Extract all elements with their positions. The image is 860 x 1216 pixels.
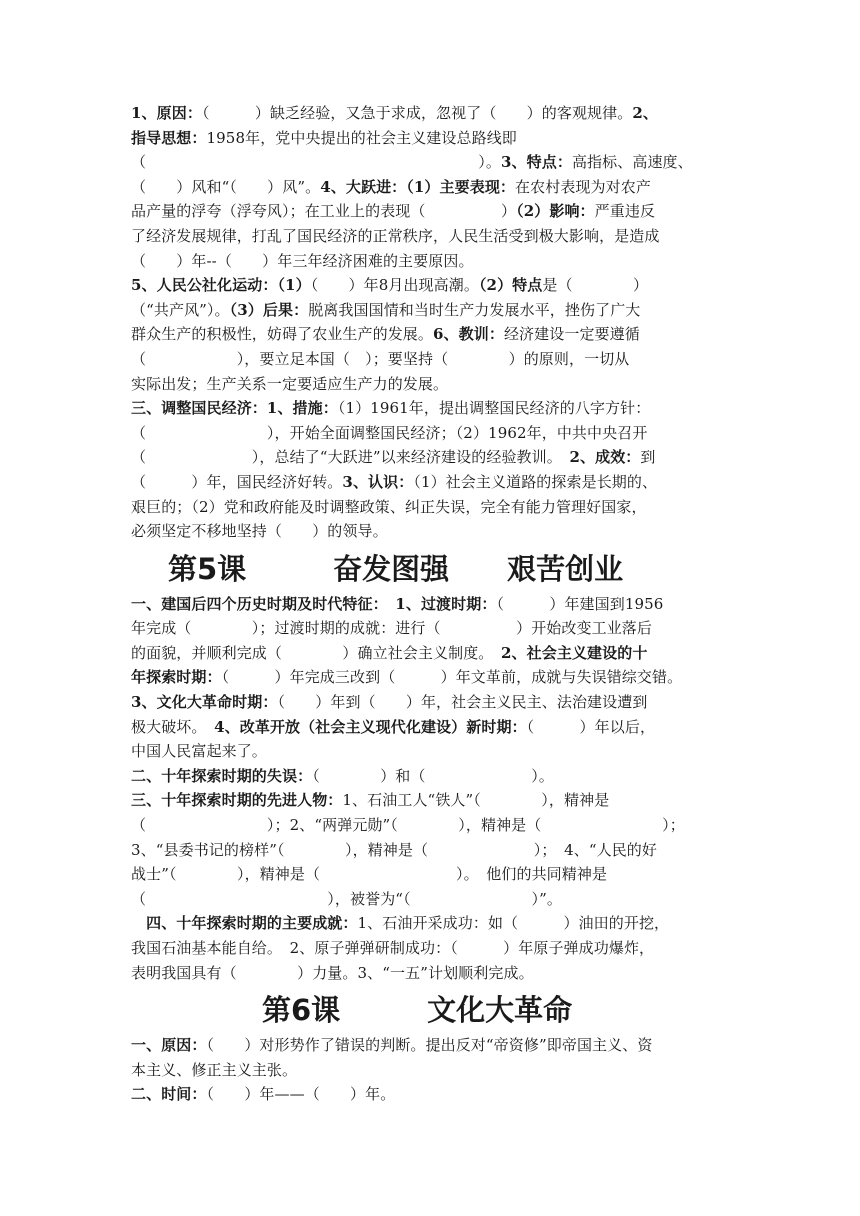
text-line xyxy=(131,887,731,912)
bold-text: 二、时间： xyxy=(131,1085,207,1104)
bold-text: 二、十年探索时期的失误： xyxy=(131,766,313,785)
text-span: （ ）和（ ）。 xyxy=(312,766,554,785)
bold-text: 四、十年探索时期的主要成就： xyxy=(131,914,358,933)
text-span: 年完成（ ）；过渡时期的成就：进行（ ）开始改变工业落后 xyxy=(131,619,653,638)
bold-text: 指导思想： xyxy=(131,128,207,147)
text-line xyxy=(131,298,731,323)
bold-text: 2、成效： xyxy=(569,448,641,467)
text-span: 品产量的浮夸（浮夸风）；在工业上的表现（ ） xyxy=(131,202,517,221)
text-line xyxy=(131,665,731,690)
bold-text: （2）影响： xyxy=(516,202,595,221)
bold-text: 4、大跃进：（1）主要表现： xyxy=(320,177,516,196)
text-line xyxy=(131,739,731,764)
text-line xyxy=(131,911,731,936)
text-line xyxy=(131,641,731,666)
lesson6-heading: 第6课 文化大革命 xyxy=(262,993,573,1028)
text-line xyxy=(131,372,731,397)
text-line xyxy=(131,838,731,863)
text-span: 严重违反 xyxy=(594,202,656,221)
text-line xyxy=(131,592,731,617)
text-span: 经济建设一定要遵循 xyxy=(503,325,640,344)
text-line xyxy=(131,862,731,887)
text-span: （ ）年以后， xyxy=(526,717,656,736)
text-span: 群众生产的积极性，妨碍了农业生产的发展。 xyxy=(131,325,434,344)
text-span: （ ）对形势作了错误的判断。提出反对“帝资修”即帝国主义、资 xyxy=(206,1036,653,1055)
bold-text: 三、十年探索时期的先进人物： xyxy=(131,791,343,810)
lesson4-section xyxy=(131,101,731,544)
bold-text: 5、人民公社化运动：（1） xyxy=(131,276,311,295)
text-line xyxy=(131,690,731,715)
text-span: 1、石油开采成功：如（ ）油田的开挖， xyxy=(357,914,670,933)
text-span: 了经济发展规律，打乱了国民经济的正常秩序，人民生活受到极大影响，是造成 xyxy=(131,226,660,245)
text-line xyxy=(131,788,731,813)
text-line xyxy=(131,322,731,347)
text-line xyxy=(131,813,731,838)
bold-text: （2）特点 xyxy=(478,276,543,295)
text-span: 是（ ） xyxy=(542,276,649,295)
text-span: （1）1961年，提出调整国民经济的八字方针： xyxy=(337,399,651,418)
text-span: （1）社会主义道路的探索是长期的、 xyxy=(413,472,658,491)
text-line xyxy=(131,396,731,421)
bold-text: （3）后果： xyxy=(229,300,309,319)
bold-text: 一、原因： xyxy=(131,1036,207,1055)
text-span: （ ）年完成三改到（ ）年文革前，成就与失误错综交错。 xyxy=(221,668,683,687)
text-span: 3、“县委书记的榜样”（ ），精神是（ ）； 4、“人民的好 xyxy=(131,840,657,859)
bold-text: 一、建国后四个历史时期及时代特征： 1、过渡时期： xyxy=(131,594,497,613)
text-line xyxy=(131,936,731,961)
text-span: 本主义、修正主义主张。 xyxy=(131,1060,298,1079)
text-span: （ ）年，国民经济好转。 xyxy=(131,472,343,491)
text-span: （“共产风”）。 xyxy=(131,300,230,319)
bold-text: 3、认识： xyxy=(342,472,414,491)
text-span: 表明我国具有（ ）力量。3、“一五”计划顺利完成。 xyxy=(131,963,534,982)
text-span: 实际出发；生产关系一定要适应生产力的发展。 xyxy=(131,374,449,393)
text-line xyxy=(131,495,731,520)
text-line xyxy=(131,249,731,274)
text-line xyxy=(131,150,731,175)
text-line xyxy=(131,224,731,249)
text-line xyxy=(131,175,731,200)
text-line xyxy=(131,470,731,495)
bold-text: 3、特点： xyxy=(501,153,572,172)
text-span: （ ）年8月出现高潮。 xyxy=(310,276,479,295)
text-span: 到 xyxy=(640,448,656,467)
text-line xyxy=(131,445,731,470)
text-span: （ ），总结了“大跃进”以来经济建设的经验教训。 xyxy=(131,448,570,467)
bold-text: 2、 xyxy=(632,104,658,122)
text-line xyxy=(131,347,731,372)
text-line xyxy=(131,421,731,446)
text-span: 必须坚定不移地坚持（ ）的领导。 xyxy=(131,522,388,541)
text-span: 高指标、高速度、 xyxy=(571,153,693,172)
bold-text: 6、教训： xyxy=(433,325,504,344)
text-span: 极大破坏。 xyxy=(131,717,215,736)
lesson5-heading: 第5课 奋发图强 艰苦创业 xyxy=(168,551,624,586)
text-line xyxy=(131,616,731,641)
text-line xyxy=(131,273,731,298)
text-line xyxy=(131,126,731,151)
lesson6-section xyxy=(131,1033,731,1107)
text-line xyxy=(131,961,731,986)
bold-text: 年探索时期： xyxy=(131,668,222,687)
text-line xyxy=(131,519,731,544)
text-span: （ ）缺乏经验，又急于求成，忽视了（ ）的客观规律。 xyxy=(201,104,633,122)
text-span: （ ）年到（ ）年，社会主义民主、法治建设遭到 xyxy=(277,693,648,712)
text-span: （ ）年建国到1956 xyxy=(496,594,664,613)
text-line xyxy=(131,1082,731,1107)
bold-text: 三、调整国民经济：1、措施： xyxy=(131,399,338,418)
text-span: 1、石油工人“铁人”（ ），精神是 xyxy=(342,791,610,810)
text-span: 在农村表现为对农产 xyxy=(515,177,651,196)
text-span: （ ）年--（ ）年三年经济困难的主要原因。 xyxy=(131,251,474,270)
text-span: 艰巨的；（2）党和政府能及时调整政策、纠正失误，完全有能力管理好国家， xyxy=(131,497,647,516)
lesson5-section xyxy=(131,592,731,986)
text-span: （ ）风和“（ ）风”。 xyxy=(131,177,321,196)
bold-text: 1、原因： xyxy=(131,104,202,122)
text-span: （ ）；2、“两弹元勋”（ ），精神是（ ）； xyxy=(131,816,685,835)
text-line xyxy=(131,101,731,126)
text-line xyxy=(131,1033,731,1058)
text-span: （ ）年——（ ）年。 xyxy=(206,1085,396,1104)
bold-text: 3、文化大革命时期： xyxy=(131,693,278,712)
document-body xyxy=(131,101,731,1107)
text-span: （ ），要立足本国（ ）；要坚持（ ）的原则，一切从 xyxy=(131,349,630,368)
text-span: 我国石油基本能自给。 2、原子弹弹研制成功：（ ）年原子弹成功爆炸， xyxy=(131,939,655,957)
text-span: （ ），开始全面调整国民经济；（2）1962年，中共中央召开 xyxy=(131,423,648,442)
text-span: 脱离我国国情和当时生产力发展水平，挫伤了广大 xyxy=(308,300,641,319)
text-line xyxy=(131,1058,731,1083)
text-line xyxy=(131,764,731,789)
text-line xyxy=(131,199,731,224)
text-span: （ ）。 xyxy=(131,153,502,172)
text-span: 中国人民富起来了。 xyxy=(131,742,267,761)
text-line xyxy=(131,715,731,740)
bold-text: 4、改革开放（社会主义现代化建设）新时期： xyxy=(214,717,527,736)
bold-text: 2、社会主义建设的十 xyxy=(501,643,648,662)
text-span: 的面貌，并顺利完成（ ）确立社会主义制度。 xyxy=(131,643,502,662)
text-span: 战士”（ ），精神是（ ）。 他们的共同精神是 xyxy=(131,865,608,884)
text-span: （ ），被誉为“（ ）”。 xyxy=(131,889,562,908)
text-span: 1958年，党中央提出的社会主义建设总路线即 xyxy=(206,128,517,147)
